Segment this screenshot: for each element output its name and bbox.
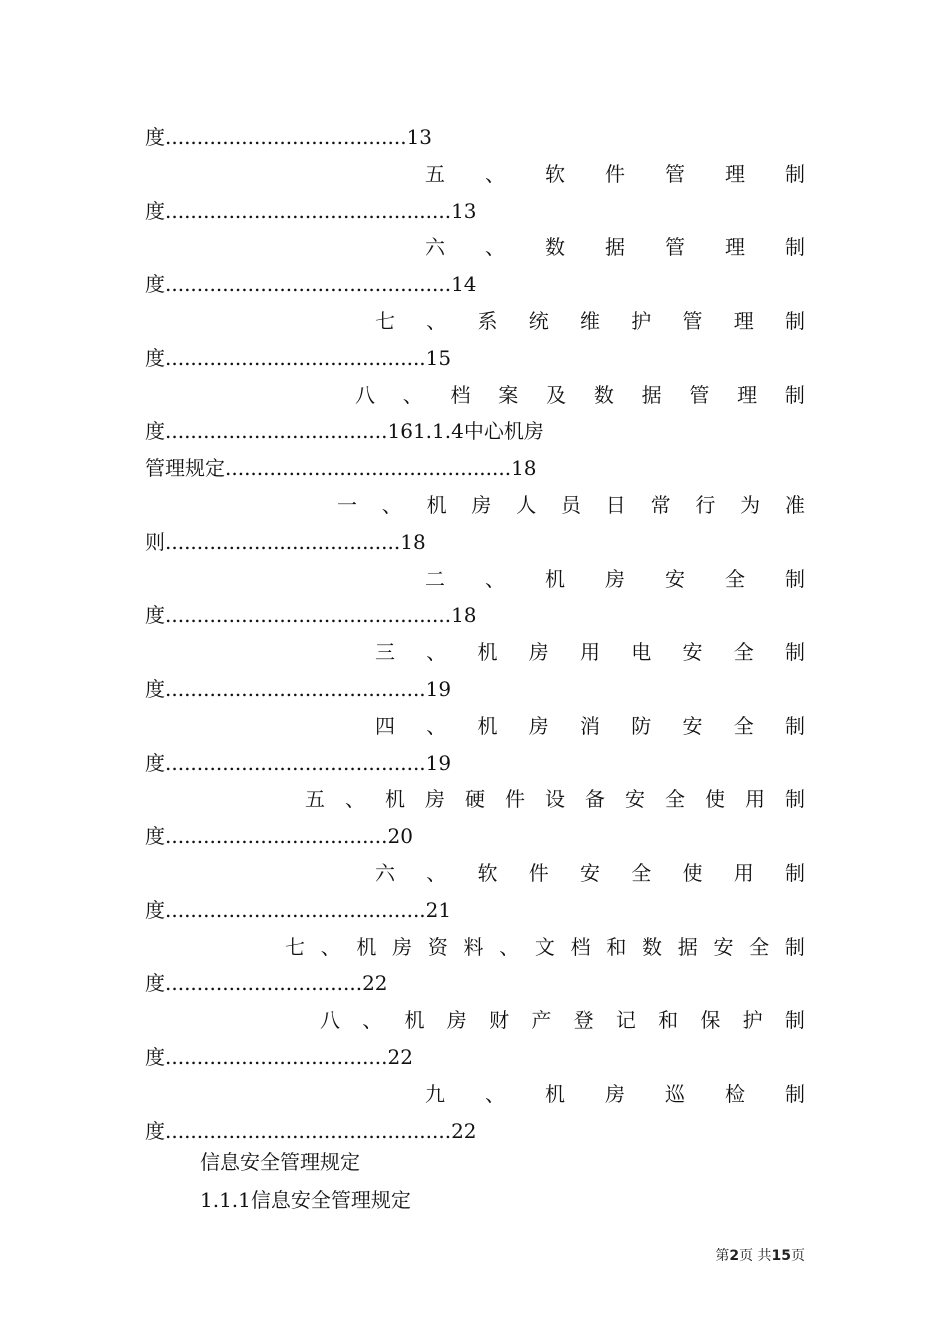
- toc-entry-leader: 度.............................................22: [145, 1118, 477, 1143]
- toc-entry-title: 四 、 机 房 消 防 安 全 制: [375, 713, 805, 738]
- footer-prefix: 第: [715, 1248, 730, 1264]
- toc-entry-leader: 度.........................................21: [145, 897, 452, 922]
- footer-suffix: 页: [791, 1248, 805, 1264]
- toc-entry-title: 一 、 机 房 人 员 日 常 行 为 准: [337, 493, 805, 517]
- subsection-heading: 1.1.1信息安全管理规定: [200, 1188, 411, 1212]
- toc-entry-leader: 度.............................................18: [145, 603, 477, 628]
- toc-entry-title: 八 、 机 房 财 产 登 记 和 保 护 制: [320, 1008, 805, 1033]
- toc-entry-title: 七 、 机 房 资 料 、 文 档 和 数 据 安 全 制: [285, 934, 805, 959]
- toc-entry-title: 六 、 数 据 管 理 制: [425, 235, 805, 260]
- toc-entry-leader: 度.............................................13: [145, 198, 477, 223]
- toc-entry-leader: 度.........................................19: [145, 750, 452, 775]
- toc-entry-leader: 度...................................20: [145, 824, 413, 849]
- toc-entry-leader: 管理规定.............................................18: [145, 456, 537, 481]
- toc-entry-title: 五 、 机 房 硬 件 设 备 安 全 使 用 制: [305, 787, 805, 812]
- toc-entry-leader: 度......................................13: [145, 125, 433, 149]
- toc-entry-leader: 度.............................................14: [145, 272, 477, 297]
- toc-entry-title: 七 、 系 统 维 护 管 理 制: [375, 309, 805, 333]
- section-heading: 信息安全管理规定: [200, 1150, 360, 1174]
- toc-entry-leader: 度.........................................15: [145, 345, 452, 370]
- footer-current-page: 2: [729, 1248, 740, 1264]
- footer-middle: 页 共: [739, 1248, 772, 1264]
- toc-entry-leader: 度...................................22: [145, 1045, 413, 1069]
- toc-entry-leader: 则.....................................18: [145, 529, 426, 554]
- toc-entry-title: 三 、 机 房 用 电 安 全 制: [375, 640, 805, 665]
- toc-entry-leader: 度...............................22: [145, 971, 388, 996]
- toc-entry-title: 二 、 机 房 安 全 制: [425, 566, 805, 591]
- toc-entry-title: 六 、 软 件 安 全 使 用 制: [375, 861, 805, 885]
- page-footer: [715, 1246, 805, 1266]
- toc-entry-title: 九 、 机 房 巡 检 制: [425, 1081, 805, 1106]
- toc-entry-title: 八 、 档 案 及 数 据 管 理 制: [355, 382, 805, 407]
- toc-entry-leader: 度...................................161.1.4中心机房: [145, 419, 544, 444]
- footer-total-pages: 15: [771, 1248, 791, 1264]
- toc-entry-leader: 度.........................................19: [145, 677, 452, 701]
- toc-entry-title: 五 、 软 件 管 理 制: [425, 161, 805, 186]
